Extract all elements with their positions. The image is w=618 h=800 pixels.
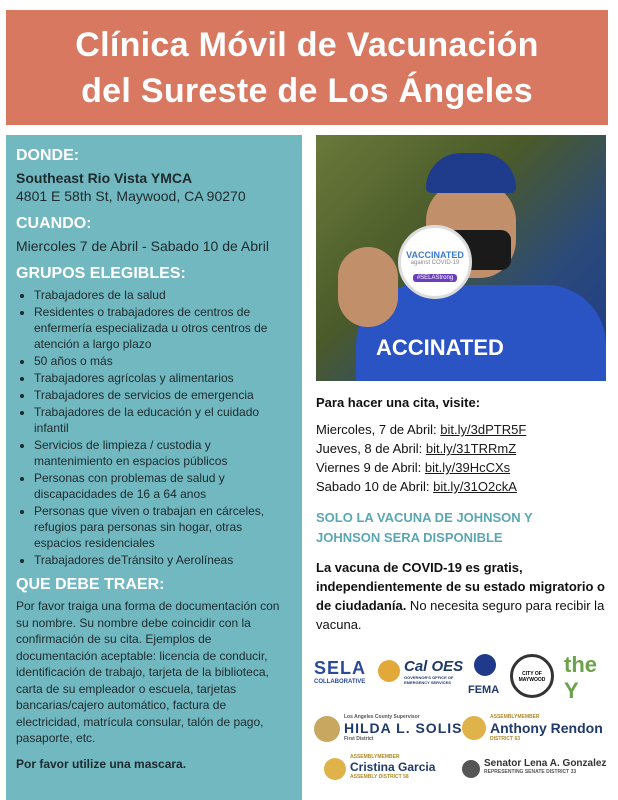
caloes-logo — [404, 658, 474, 685]
mask-note: Por favor utilize una mascara. — [16, 756, 187, 771]
traer-heading: QUE DEBE TRAER: — [16, 576, 165, 593]
garcia-logo-name: Cristina Garcia — [350, 760, 436, 774]
free-vaccine-bold: La vacuna de COVID-19 es gratis, independientemente de su estado migratorio o de ciudadanía. — [316, 560, 605, 613]
sponsor-logos — [312, 650, 612, 795]
garcia-logo-top: ASSEMBLYMEMBER — [350, 754, 400, 760]
appointment-day: Viernes 9 de Abril: — [316, 460, 425, 475]
sticker-subtitle: against COVID-19 — [410, 260, 460, 266]
list-item: • Trabajadores de servicios de emergencia — [34, 387, 292, 403]
sela-logo — [314, 658, 366, 685]
list-item: • Trabajadores de la educación y el cuidado infantil — [34, 404, 292, 436]
eligible-groups-list — [16, 287, 292, 568]
list-item: • Personas con problemas de salud y discapacidades de 16 a 64 anos — [34, 470, 292, 502]
title-banner — [6, 10, 608, 125]
list-item: • Personas que viven o trabajan en cárceles, refugios para personas sin hogar, otras espacios residenciales — [34, 503, 292, 551]
rendon-logo-name: Anthony Rendon — [490, 720, 603, 736]
ymca-logo: the Y — [564, 652, 597, 703]
documentation-text: Por favor traiga una forma de documentación con su nombre. Su nombre debe coincidir con la confirmación de su cita. Ejemplos de documentación aceptable: licencia de conducir, identificación de trabajo, tarjeta de la biblioteca, carta de su empleador o escuela, tarjetas bancarias/cajero automático, factura de electricidad, matrícula consular, talón de pago, pasaporte, etc. — [16, 599, 280, 745]
gonzalez-logo-sub: REPRESENTING SENATE DISTRICT 33 — [484, 769, 577, 775]
vaccinated-man-photo — [316, 135, 606, 381]
grupos-heading: GRUPOS ELEGIBLES: — [16, 265, 186, 282]
solis-logo-sub: First District — [344, 736, 374, 742]
event-dates: Miercoles 7 de Abril - Sabado 10 de Abril — [16, 238, 269, 254]
gonzalez-logo — [484, 758, 606, 775]
garcia-logo-sub: ASSEMBLY DISTRICT 58 — [350, 774, 409, 780]
list-item: • Residentes o trabajadores de centros de enfermería especializada u otros centros de atención a largo plazo — [34, 304, 292, 352]
johnson-notice-line-1: SOLO LA VACUNA DE JOHNSON Y — [316, 510, 533, 525]
rendon-logo — [490, 714, 603, 742]
appointment-line — [316, 420, 608, 439]
appointment-line — [316, 458, 608, 477]
garcia-logo — [350, 754, 435, 780]
solis-logo — [344, 714, 462, 742]
sela-logo-text: SELA — [314, 658, 367, 678]
appointment-heading: Para hacer una cita, visite: — [316, 395, 481, 410]
johnson-notice — [316, 508, 608, 548]
maywood-seal — [510, 654, 554, 698]
list-item: • Trabajadores agrícolas y alimentarios — [34, 370, 292, 386]
info-panel — [6, 135, 302, 800]
solis-logo-name: HILDA L. SOLIS — [344, 720, 463, 736]
vaccinated-sticker — [398, 225, 472, 299]
appointment-day: Jueves, 8 de Abril: — [316, 441, 426, 456]
title-line-1: Clínica Móvil de Vacunación — [75, 25, 539, 64]
donde-heading: DONDE: — [16, 147, 80, 164]
fema-logo: FEMA — [468, 684, 500, 696]
rendon-logo-sub: DISTRICT 63 — [490, 736, 521, 742]
maywood-seal-text: CITY OF MAYWOOD — [518, 671, 546, 683]
appointment-link[interactable]: bit.ly/31O2ckA — [433, 479, 517, 494]
appointment-day: Sabado 10 de Abril: — [316, 479, 434, 494]
gonzalez-seal-icon — [462, 760, 480, 778]
list-item: • Servicios de limpieza / custodia y mantenimiento en espacios públicos — [34, 437, 292, 469]
la-county-seal-icon — [314, 716, 340, 742]
caloes-seal-icon — [378, 660, 400, 682]
cap-shape — [426, 153, 516, 193]
appointment-link[interactable]: bit.ly/39HcCXs — [424, 460, 511, 475]
cuando-heading: CUANDO: — [16, 215, 92, 232]
appointment-link[interactable]: bit.ly/31TRRmZ — [425, 441, 517, 456]
title-line-2: del Sureste de Los Ángeles — [81, 71, 533, 110]
johnson-notice-line-2: JOHNSON SERA DISPONIBLE — [316, 530, 503, 545]
appointment-link[interactable]: bit.ly/3dPTR5F — [440, 422, 527, 437]
venue-address: 4801 E 58th St, Maywood, CA 90270 — [16, 188, 246, 204]
shirt-text: ACCINATED — [376, 335, 504, 360]
sticker-title: VACCINATED — [406, 250, 464, 260]
sticker-hashtag: #SELAStrong — [413, 274, 457, 282]
appointment-day: Miercoles, 7 de Abril: — [316, 422, 441, 437]
list-item: • 50 años o más — [34, 353, 292, 369]
rendon-logo-top: ASSEMBLYMEMBER — [490, 714, 540, 720]
sela-logo-sub: COLLABORATIVE — [314, 679, 366, 685]
free-vaccine-rest: No necesita seguro para recibir la vacuna. — [316, 598, 605, 632]
appointment-line — [316, 439, 608, 458]
garcia-seal-icon — [324, 758, 346, 780]
appointment-line — [316, 477, 608, 496]
appointment-section — [316, 395, 608, 634]
caloes-logo-sub: GOVERNOR'S OFFICE OF EMERGENCY SERVICES — [404, 675, 454, 685]
caloes-logo-text: Cal OES — [404, 658, 464, 675]
hand-shape — [338, 247, 398, 327]
list-item: • Trabajadores deTránsito y Aerolíneas — [34, 552, 292, 568]
solis-logo-top: Los Angeles County Supervisor — [344, 714, 420, 720]
list-item: • Trabajadores de la salud — [34, 287, 292, 303]
free-vaccine-note — [316, 558, 608, 634]
gonzalez-logo-name: Senator Lena A. Gonzalez — [484, 758, 607, 769]
venue-name: Southeast Rio Vista YMCA — [16, 170, 193, 186]
rendon-seal-icon — [462, 716, 486, 740]
dhs-seal-icon — [474, 654, 496, 676]
